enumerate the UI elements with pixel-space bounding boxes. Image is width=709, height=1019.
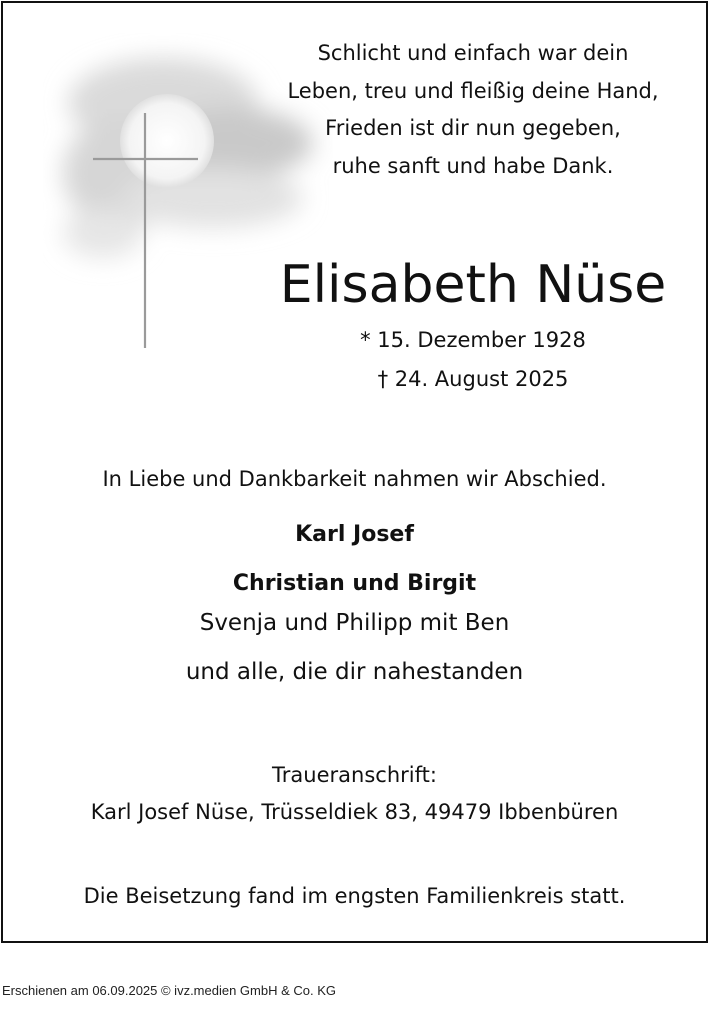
verse-line: ruhe sanft und habe Dank.	[332, 153, 614, 178]
verse-block	[253, 35, 693, 185]
burial-note: Die Beisetzung fand im engsten Familienkreis statt.	[83, 884, 626, 908]
verse-line: Frieden ist dir nun gegeben,	[325, 116, 621, 140]
death-date: † 24. August 2025	[377, 367, 569, 391]
deceased-name: Elisabeth Nüse	[279, 255, 667, 315]
verse-line: Leben, treu und fleißig deine Hand,	[287, 78, 659, 103]
verse-line: Schlicht und einfach war dein	[317, 41, 629, 65]
mourner-name: Christian und Birgit	[232, 571, 477, 596]
obituary-frame	[1, 1, 708, 943]
publication-footer: Erschienen am 06.09.2025 © ivz.medien GmbH & Co. KG	[2, 983, 337, 998]
address-line: Karl Josef Nüse, Trüsseldiek 83, 49479 Ibbenbüren	[90, 800, 619, 824]
sun-icon	[120, 94, 214, 188]
address-label: Traueranschrift:	[272, 763, 437, 787]
farewell-text: In Liebe und Dankbarkeit nahmen wir Abschied.	[102, 467, 607, 491]
mourner-name: Svenja und Philipp mit Ben	[199, 610, 510, 636]
birth-date: * 15. Dezember 1928	[360, 328, 586, 352]
mourner-name: und alle, die dir nahestanden	[185, 659, 524, 685]
mourner-name: Karl Josef	[295, 522, 414, 547]
